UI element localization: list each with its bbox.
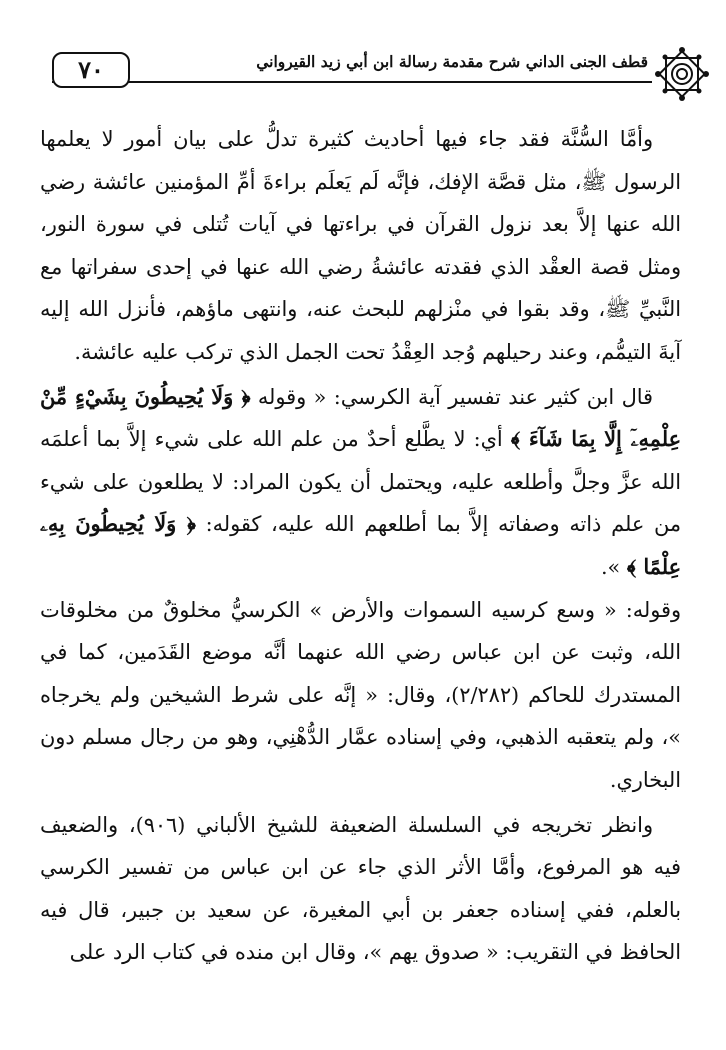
- paragraph-4: [40, 804, 681, 974]
- page-number: ٧٠: [52, 52, 130, 88]
- paragraph-2: [40, 376, 681, 589]
- quran-verse: ﴿ وَلَا يُحِيطُونَ بِهِۦ عِلْمًا ﴾: [40, 511, 681, 579]
- body-text: [40, 118, 681, 974]
- paragraph-1: [40, 118, 681, 374]
- header-rule: [52, 81, 652, 83]
- header-title: قطف الجنى الداني شرح مقدمة رسالة ابن أبي زيد القيرواني: [256, 52, 648, 71]
- text-span: ».: [600, 554, 627, 579]
- quran-verse: ﴿ وَلَا يُحِيطُونَ بِشَيْءٍ مِّنْ عِلْمِهِۦٓ إِلَّا بِمَا شَآءَ ﴾: [40, 383, 681, 452]
- text-span: أي: لا يطَّلع أحدٌ من علم الله على شيء إلاَّ بما أعلمَه الله عزَّ وجلَّ وأطلعه عليه، ويحتمل أن يكون المراد: لا يطلعون على شيء من علم ذاته وصفاته إلاَّ بما أطلعهم الله عليه، كقوله:: [40, 427, 682, 537]
- text-span: وقوله: « وسع كرسيه السموات والأرض » الكرسيُّ مخلوقٌ من مخلوقات الله، وثبت عن ابن عباس رضي الله عنهما أنَّه موضع القَدَمين، كما في المستدرك للحاكم (٢/٢٨٢)، وقال: « إنَّه على شرط الشيخين ولم يخرجاه »، ولم يتعقبه الذهبي، وفي إسناده عمَّار الدُّهْنِي، وهو من رجال مسلم دون البخاري.: [40, 597, 681, 792]
- star-ornament-icon: [654, 46, 710, 102]
- running-header: [52, 44, 652, 98]
- text-span: وانظر تخريجه في السلسلة الضعيفة للشيخ الألباني (٩٠٦)، والضعيف فيه هو المرفوع، وأمَّا الأثر الذي جاء عن ابن عباس من تفسير الكرسي بالعلم، ففي إسناده جعفر بن أبي المغيرة، عن سعيد بن جبير، قال فيه الحافظ في التقريب: « صدوق يهم »، وقال ابن منده في كتاب الرد على: [40, 812, 681, 965]
- text-span: قال ابن كثير عند تفسير آية الكرسي: « وقوله: [250, 384, 653, 409]
- text-span: وأمَّا السُّنَّة فقد جاء فيها أحاديث كثيرة تدلُّ على بيان أمور لا يعلمها الرسول ﷺ، مثل قصَّة الإفك، فإنَّه لَم يَعلَم براءةَ أمِّ المؤمنين عائشة رضي الله عنها إلاَّ بعد نزول القرآن في براءتها في آيات تُتلى في سورة النور، ومثل قصة العقْد الذي فقدته عائشةُ رضي الله عنها في إحدى سفراتها مع النَّبيِّ ﷺ، وقد بقوا في منْزلهم للبحث عنه، وانتهى ماؤهم، فأنزل الله إليه آيةَ التيمُّم، وعند رحيلهم وُجد العِقْدُ تحت الجمل الذي تركب عليه عائشة.: [40, 127, 681, 364]
- paragraph-3: [40, 589, 681, 802]
